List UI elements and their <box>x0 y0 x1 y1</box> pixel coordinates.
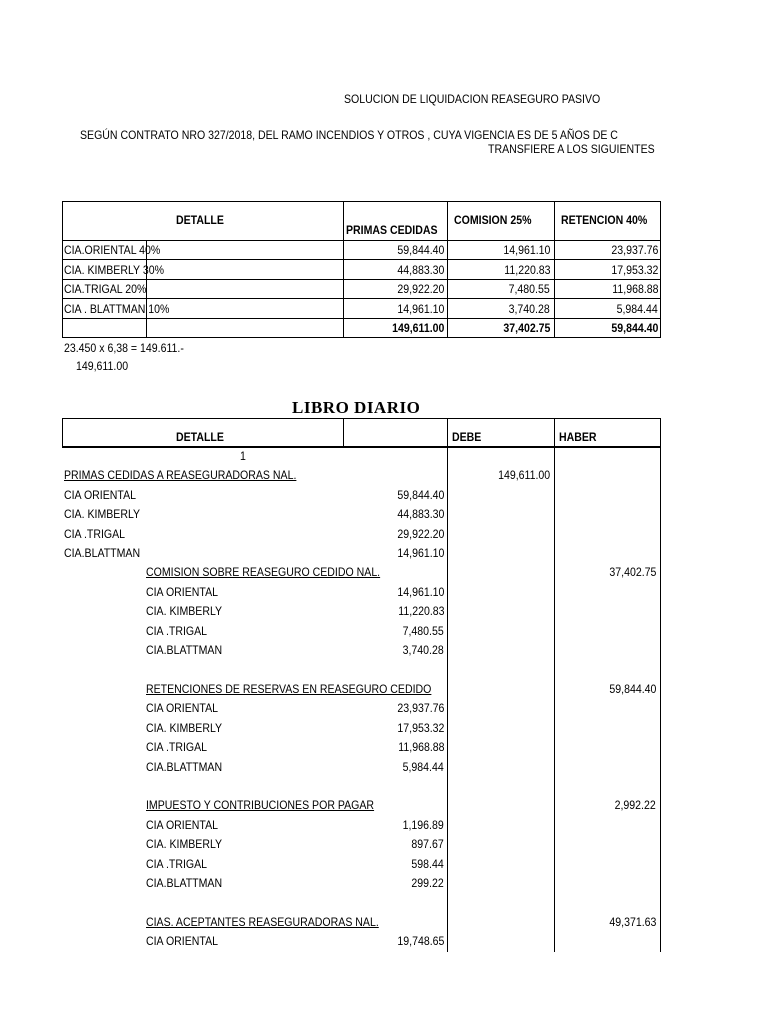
list-item: CIA ORIENTAL <box>146 934 218 948</box>
retenciones-haber: 59,844.40 <box>609 682 656 696</box>
row-comision: 11,220.83 <box>503 263 550 277</box>
list-item: CIA ORIENTAL <box>146 585 218 599</box>
row-primas: 59,844.40 <box>397 243 444 257</box>
row-retencion: 11,968.88 <box>611 282 658 296</box>
row-comision: 14,961.10 <box>503 243 550 257</box>
list-item: CIA ORIENTAL <box>146 701 218 715</box>
row-retencion: 17,953.32 <box>611 263 658 277</box>
impuesto-haber: 2,992.22 <box>614 798 656 812</box>
row-label: CIA. KIMBERLY 30% <box>64 263 164 277</box>
list-item: CIA. KIMBERLY <box>146 837 223 851</box>
total-comision: 37,402.75 <box>503 321 550 335</box>
list-item: CIA. KIMBERLY <box>146 721 223 735</box>
list-item-amount: 14,961.10 <box>397 546 444 560</box>
list-item-amount: 598.44 <box>411 857 444 871</box>
list-item: CIA. KIMBERLY <box>64 507 141 521</box>
list-item-amount: 29,922.20 <box>397 527 444 541</box>
account-comision: COMISION SOBRE REASEGURO CEDIDO NAL. <box>146 565 381 579</box>
account-retenciones: RETENCIONES DE RESERVAS EN REASEGURO CEDIDO <box>146 682 432 696</box>
list-item: CIA .TRIGAL <box>64 527 126 541</box>
contract-line-2: TRANSFIERE A LOS SIGUIENTES <box>488 142 655 156</box>
list-item-amount: 11,968.88 <box>397 740 444 754</box>
col-header-primas: PRIMAS CEDIDAS <box>346 223 438 237</box>
list-item: CIA.BLATTMAN <box>146 643 223 657</box>
row-retencion: 5,984.44 <box>616 302 658 316</box>
row-primas: 44,883.30 <box>397 263 444 277</box>
row-primas: 14,961.10 <box>397 302 444 316</box>
list-item-amount: 5,984.44 <box>402 760 444 774</box>
list-item: CIA. KIMBERLY <box>146 604 223 618</box>
contract-line-1: SEGÚN CONTRATO NRO 327/2018, DEL RAMO INCENDIOS Y OTROS , CUYA VIGENCIA ES DE 5 AÑOS DE C <box>80 128 618 142</box>
page-title: SOLUCION DE LIQUIDACION REASEGURO PASIVO <box>344 92 601 106</box>
diario-title: LIBRO DIARIO <box>292 398 421 417</box>
row-comision: 7,480.55 <box>508 282 550 296</box>
row-label: CIA.ORIENTAL 40% <box>64 243 161 257</box>
list-item: CIA .TRIGAL <box>146 857 208 871</box>
diario-header-haber: HABER <box>559 430 597 444</box>
row-label: CIA . BLATTMAN 10% <box>64 302 170 316</box>
col-header-retencion: RETENCION 40% <box>561 213 648 227</box>
primas-debe: 149,611.00 <box>497 468 550 482</box>
entry-number: 1 <box>240 449 246 463</box>
list-item-amount: 1,196.89 <box>402 818 444 832</box>
calc-formula: 23.450 x 6,38 = 149.611.- <box>64 341 184 355</box>
list-item: CIA.BLATTMAN <box>146 760 223 774</box>
list-item: CIA.BLATTMAN <box>64 546 141 560</box>
list-item-amount: 59,844.40 <box>397 488 444 502</box>
list-item-amount: 17,953.32 <box>397 721 444 735</box>
row-retencion: 23,937.76 <box>611 243 658 257</box>
list-item: CIA.BLATTMAN <box>146 876 223 890</box>
list-item-amount: 23,937.76 <box>397 701 444 715</box>
account-impuesto: IMPUESTO Y CONTRIBUCIONES POR PAGAR <box>146 798 375 812</box>
total-retencion: 59,844.40 <box>611 321 658 335</box>
col-header-comision: COMISION 25% <box>454 213 532 227</box>
list-item: CIA ORIENTAL <box>146 818 218 832</box>
list-item-amount: 11,220.83 <box>397 604 444 618</box>
diario-header-detalle: DETALLE <box>176 430 224 444</box>
cias-haber: 49,371.63 <box>609 915 656 929</box>
list-item-amount: 3,740.28 <box>402 643 444 657</box>
list-item-amount: 299.22 <box>411 876 444 890</box>
account-primas: PRIMAS CEDIDAS A REASEGURADORAS NAL. <box>64 468 297 482</box>
list-item-amount: 19,748.65 <box>397 934 444 948</box>
calc-result: 149,611.00 <box>76 359 129 373</box>
list-item: CIA .TRIGAL <box>146 740 208 754</box>
comision-haber: 37,402.75 <box>609 565 656 579</box>
list-item-amount: 897.67 <box>411 837 444 851</box>
diario-header-debe: DEBE <box>452 430 482 444</box>
list-item-amount: 14,961.10 <box>397 585 444 599</box>
list-item: CIA ORIENTAL <box>64 488 136 502</box>
total-primas: 149,611.00 <box>391 321 444 335</box>
list-item-amount: 44,883.30 <box>397 507 444 521</box>
row-label: CIA.TRIGAL 20% <box>64 282 147 296</box>
account-cias-aceptantes: CIAS. ACEPTANTES REASEGURADORAS NAL. <box>146 915 379 929</box>
row-primas: 29,922.20 <box>397 282 444 296</box>
col-header-detalle: DETALLE <box>176 213 224 227</box>
list-item-amount: 7,480.55 <box>402 624 444 638</box>
row-comision: 3,740.28 <box>508 302 550 316</box>
list-item: CIA .TRIGAL <box>146 624 208 638</box>
